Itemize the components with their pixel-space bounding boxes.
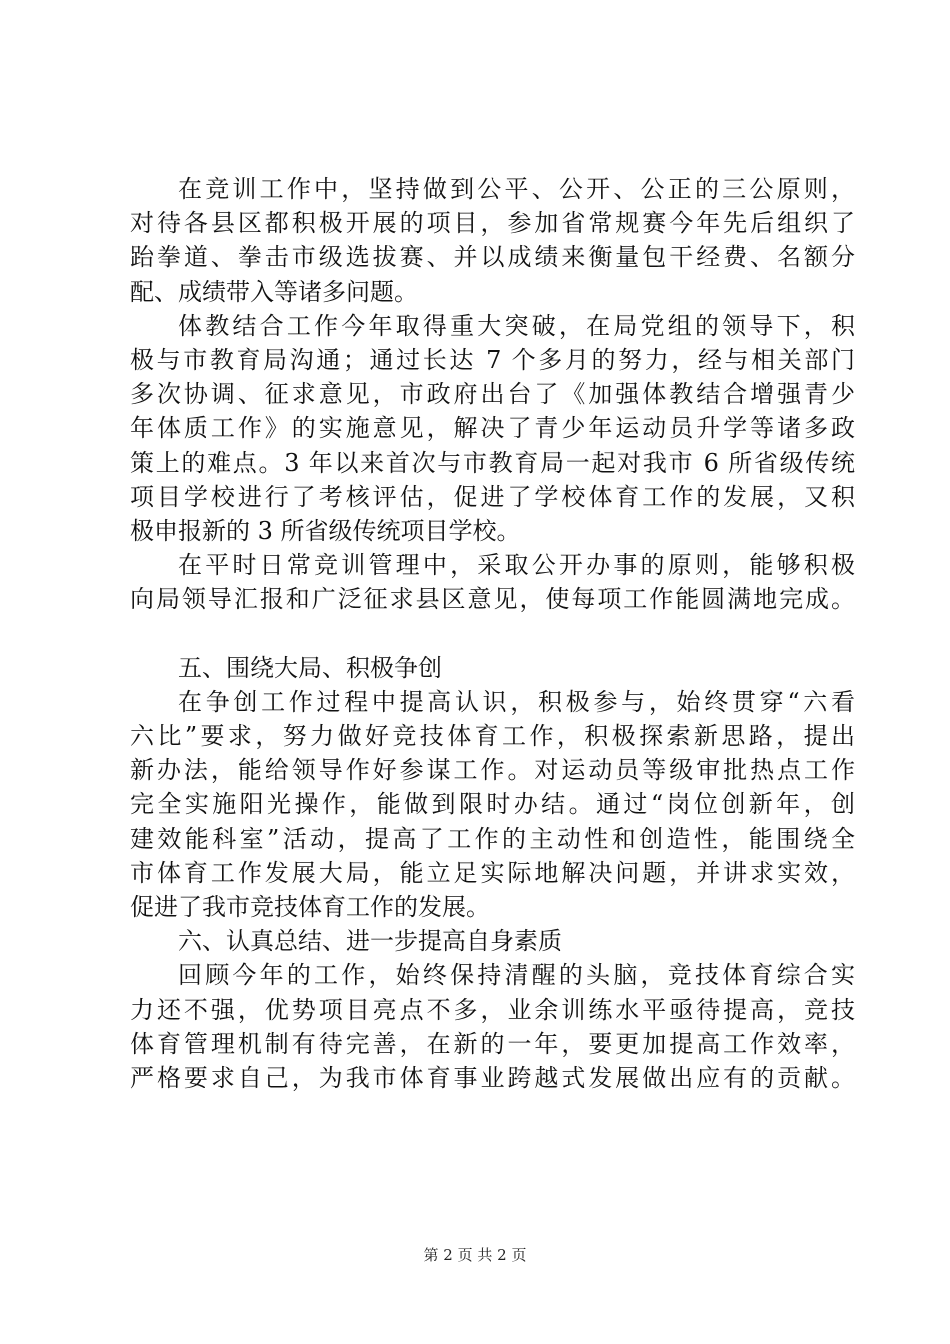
- page-footer: [0, 1245, 950, 1265]
- text-line: 回顾今年的工作，始终保持清醒的头脑，竞技体育综合实: [178, 961, 855, 990]
- paragraph-daily-management: [130, 548, 855, 616]
- text-line: 年体质工作》的实施意见，解决了青少年运动员升学等诸多政: [130, 414, 855, 443]
- section-heading: 五、围绕大局、积极争创: [178, 653, 442, 682]
- text-line: 极与市教育局沟通；通过长达 7 个多月的努力，经与相关部门: [130, 345, 855, 374]
- text-line: 六比”要求，努力做好竞技体育工作，积极探索新思路，提出: [130, 722, 855, 750]
- text-line: 在平时日常竞训管理中，采取公开办事的原则，能够积极: [178, 551, 855, 580]
- text-line: 市体育工作发展大局，能立足实际地解决问题，并讲求实效，: [130, 858, 855, 887]
- text-line: 建效能科室”活动，提高了工作的主动性和创造性，能围绕全: [130, 824, 855, 853]
- document-body: [130, 172, 855, 1095]
- paragraph-fair-competition: [130, 172, 855, 309]
- section-heading-five: [130, 651, 855, 685]
- text-line: 策上的难点。3 年以来首次与市教育局一起对我市 6 所省级传统: [130, 448, 855, 477]
- text-line: 对待各县区都积极开展的项目，参加省常规赛今年先后组织了: [130, 209, 855, 238]
- text-line: 体教结合工作今年取得重大突破，在局党组的领导下，积: [178, 311, 855, 340]
- text-line: 体育管理机制有待完善，在新的一年，要更加提高工作效率，: [130, 1029, 855, 1058]
- section-heading-six: [130, 924, 855, 958]
- text-line: 严格要求自己，为我市体育事业跨越式发展做出应有的贡献。: [130, 1063, 855, 1092]
- text-line: 跆拳道、拳击市级选拔赛、并以成绩来衡量包干经费、名额分: [130, 243, 855, 272]
- text-line: 多次协调、征求意见，市政府出台了《加强体教结合增强青少: [130, 380, 855, 409]
- text-line: 促进了我市竞技体育工作的发展。: [130, 892, 490, 921]
- text-line: 在竞训工作中，坚持做到公平、公开、公正的三公原则，: [178, 175, 855, 203]
- text-line: 新办法，能给领导作好参谋工作。对运动员等级审批热点工作: [130, 756, 855, 785]
- text-line: 向局领导汇报和广泛征求县区意见，使每项工作能圆满地完成。: [130, 585, 855, 614]
- text-line: 项目学校进行了考核评估，促进了学校体育工作的发展，又积: [130, 482, 855, 511]
- page-number: 第 2 页 共 2 页: [423, 1246, 527, 1264]
- text-line: 力还不强，优势项目亮点不多，业余训练水平亟待提高，竞技: [130, 995, 855, 1024]
- paragraph-sports-education: [130, 309, 855, 548]
- text-line: 完全实施阳光操作，能做到限时办结。通过“岗位创新年，创: [130, 790, 855, 819]
- paragraph-spacer: [130, 616, 855, 650]
- text-line: 配、成绩带入等诸多问题。: [130, 277, 418, 306]
- text-line: 极申报新的 3 所省级传统项目学校。: [130, 516, 521, 545]
- paragraph-striving: [130, 685, 855, 924]
- paragraph-review: [130, 958, 855, 1095]
- section-heading: 六、认真总结、进一步提高自身素质: [178, 927, 562, 956]
- text-line: 在争创工作过程中提高认识，积极参与，始终贯穿“六看: [178, 687, 855, 716]
